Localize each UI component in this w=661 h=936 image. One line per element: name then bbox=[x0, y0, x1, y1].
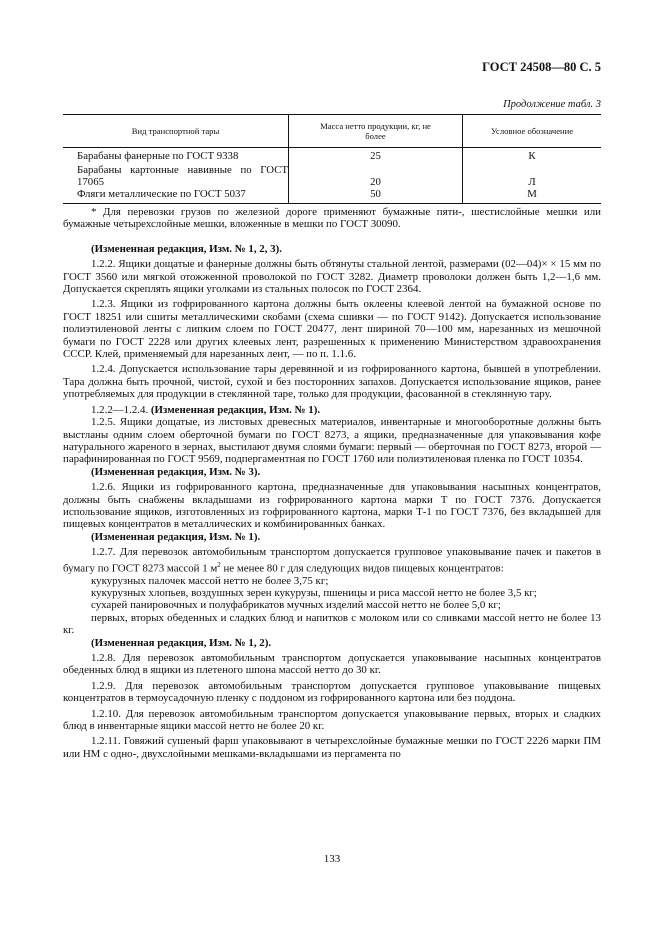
table-cell-type bbox=[63, 162, 289, 188]
edit-note: (Измененная редакция, Изм. № 3). bbox=[91, 465, 261, 478]
column-header-mass bbox=[289, 115, 463, 148]
table-row bbox=[63, 148, 601, 163]
list-item: кукурузных хлопьев, воздушных зерен кукурузы, пшеницы и риса массой нетто не более 3,5 кг; bbox=[91, 587, 537, 599]
table-header-row bbox=[63, 115, 601, 148]
paragraph-1-2-6: 1.2.6. Ящики из гофрированного картона, предназначенные для упаковывания насыпных концентратов, должны быть снабжены вкладышами из гофрированного картона марки Т по ГОСТ 7376. Допускается использование ящиков, изготовленных из гофрированного картона, марки Т-1 по ГОСТ 7376, без вкладышей для пищевых концентратов в металлических и комбинированных банках. bbox=[63, 481, 601, 531]
paragraph-1-2-7-text-a: 1.2.7. Для перевозок автомобильным транспортом допускается групповое упаковывание пачек и пакетов в бумагу по ГОСТ 8273 массой 1 м bbox=[63, 546, 601, 575]
paragraph-1-2-8: 1.2.8. Для перевозок автомобильным транспортом допускается упаковывание насыпных концентратов обеденных блюд в ящики из плетеного шпона массой нетто до 30 кг. bbox=[63, 652, 601, 677]
list-item: кукурузных палочек массой нетто не более 3,75 кг; bbox=[91, 574, 329, 587]
column-header-type: Вид транспортной тары bbox=[63, 115, 289, 148]
edit-note: (Измененная редакция, Изм. № 1, 2, 3). bbox=[91, 242, 282, 255]
paragraph-1-2-2: 1.2.2. Ящики дощатые и фанерные должны быть обтянуты стальной лентой, размерами (02—04)× × 15 мм по ГОСТ 3560 или мягкой отожженной проволокой по ГОСТ 3282. Диаметр проволоки должен быть 1,2—1,6 мм. Допускается скреплять ящики уголками из стальных полосок по ГОСТ 2364. bbox=[63, 258, 601, 296]
table-footnote: * Для перевозки грузов по железной дороге применяют бумажные пяти-, шестислойные мешки или бумажные четырехслойные мешки, вложенные в мешки по ГОСТ 30090. bbox=[63, 206, 601, 231]
list-item: первых, вторых обеденных и сладких блюд и напитков с молоком или со сливками массой нетто не более 13 кг. bbox=[63, 611, 601, 637]
paragraph-1-2-5: 1.2.5. Ящики дощатые, из листовых древесных материалов, инвентарные и многооборотные должны быть выстланы одним слоем оберточной бумаги по ГОСТ 8273, а ящики, предназначенные для упаковывания кофе натурального жареного в зернах, выстилают двумя слоями бумаги: первый — оберточная по ГОСТ 8273, второй — парафинированная по ГОСТ 9569, подпергаментная по ГОСТ 1760 или полиэтиленовая пленка по ГОСТ 10354. bbox=[63, 416, 601, 466]
edit-note: (Измененная редакция, Изм. № 1). bbox=[91, 530, 261, 543]
table-cell-type-text: Барабаны фанерные по ГОСТ 9338 bbox=[77, 150, 239, 162]
column-header-mass-text: Масса нетто продукции, кг, не более bbox=[320, 121, 431, 141]
paragraph-1-2-10: 1.2.10. Для перевозок автомобильным транспортом допускается упаковывание первых, вторых и сладких блюд в инвентарные ящики массой нетто не более 20 кг. bbox=[63, 707, 601, 733]
table-cell-type-text: Фляги металлические по ГОСТ 5037 bbox=[77, 188, 246, 200]
page-number: 133 bbox=[323, 853, 341, 865]
document-reference: ГОСТ 24508—80 С. 5 bbox=[482, 60, 601, 74]
table-cell-type-text: Барабаны картонные навивные по ГОСТ 17065 bbox=[77, 164, 288, 188]
edit-note: (Измененная редакция, Изм. № 1, 2). bbox=[91, 636, 272, 649]
table-cell-code: Л bbox=[528, 176, 536, 188]
paragraph-range-number: 1.2.2—1.2.4. bbox=[91, 403, 149, 416]
table-cell-type bbox=[63, 148, 289, 163]
paragraph-1-2-11: 1.2.11. Говяжий сушеный фарш упаковывают в четырехслойные бумажные мешки по ГОСТ 2226 марки ПМ или НМ с одно-, двухслойными мешками-вкладышами из пергамента по bbox=[63, 735, 601, 760]
table-cell-mass: 25 bbox=[289, 148, 463, 163]
document-body bbox=[63, 206, 601, 760]
paragraph-1-2-4: 1.2.4. Допускается использование тары деревянной и из гофрированного картона, бывшей в употреблении. Тара должна быть прочной, чистой, сухой и без посторонних запахов. Допускается использование ящиков, ранее употребляемых для продукции в стеклянной таре, только для продукции, фасованной в стеклянную тару. bbox=[63, 363, 601, 401]
list-item: сухарей панировочных и полуфабрикатов мучных изделий массой нетто не более 5,0 кг; bbox=[91, 599, 501, 612]
paragraph-range-edit bbox=[63, 404, 601, 416]
paragraph-1-2-9: 1.2.9. Для перевозок автомобильным транспортом допускается групповое упаковывание пищевых концентратов в термоусадочную пленку с поддоном из гофрированного картона или без поддона. bbox=[63, 679, 601, 705]
table-continuation-label: Продолжение табл. 3 bbox=[503, 99, 601, 110]
table-cell-mass: 50 bbox=[289, 188, 463, 204]
table-3 bbox=[63, 114, 601, 204]
table-row bbox=[63, 162, 601, 188]
table-cell-type bbox=[63, 188, 289, 204]
table-row bbox=[63, 188, 601, 204]
paragraph-1-2-3: 1.2.3. Ящики из гофрированного картона должны быть оклеены клеевой лентой на бумажной основе по ГОСТ 18251 или сшиты металлическими скобами (схема сшивки — по ГОСТ 9142). Допускается использование полиэтиленовой ленты с липким слоем по ГОСТ 20477, лент шириной 70—100 мм, нарезанных из мешочной бумаги по ГОСТ 2228 или других клеевых лент, разрешенных к применению Министерством здравоохранения СССР. Клей, применяемый для нарезанных лент, — по п. 1.1.6. bbox=[63, 298, 601, 361]
superscript-2: 2 bbox=[217, 560, 221, 569]
column-header-code: Условное обозначение bbox=[463, 115, 602, 148]
table-cell-code: М bbox=[463, 188, 602, 204]
table-cell-code: К bbox=[528, 150, 536, 162]
edit-note: (Измененная редакция, Изм. № 1). bbox=[150, 403, 321, 416]
paragraph-1-2-7 bbox=[63, 546, 601, 574]
paragraph-1-2-7-text-b: не менее 80 г для следующих видов пищевых концентратов: bbox=[220, 562, 504, 575]
table-cell-mass: 20 bbox=[289, 162, 463, 188]
